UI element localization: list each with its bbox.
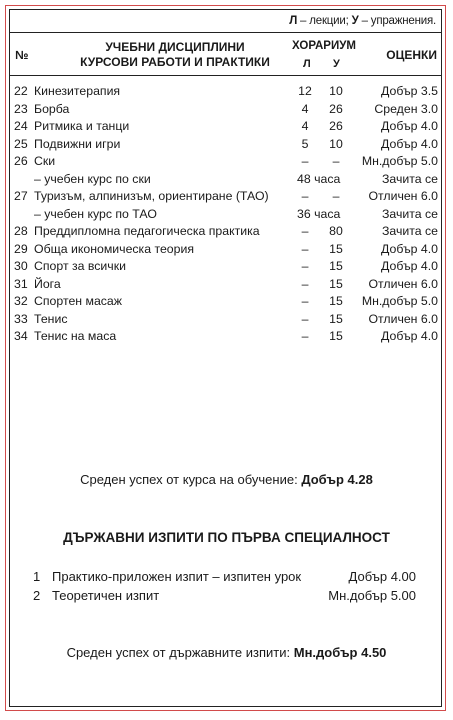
course-average-value: Добър 4.28 — [301, 472, 373, 487]
table-row — [0, 118, 453, 136]
row-exercises: 10 — [329, 84, 343, 98]
row-number: 33 — [14, 311, 28, 326]
row-grade: Зачита се — [381, 171, 438, 186]
row-subject: Преддипломна педагогическа практика — [34, 224, 260, 238]
row-exercises: 15 — [329, 294, 343, 308]
table-row — [0, 136, 453, 154]
table-row — [0, 276, 453, 294]
row-grade: Добър 4.0 — [381, 329, 438, 343]
table-row — [0, 328, 453, 346]
table-row — [0, 293, 453, 311]
row-grade: Добър 4.0 — [381, 241, 438, 256]
row-lectures: – — [301, 259, 309, 273]
row-subject: Тенис на маса — [34, 329, 117, 343]
row-lectures: – — [301, 294, 309, 308]
header-hours: ХОРАРИУМ — [292, 40, 356, 52]
exam-average-label: Среден успех от държавните изпити: — [66, 645, 294, 660]
row-grade: Среден 3.0 — [374, 101, 438, 116]
row-lectures: – — [301, 189, 309, 203]
row-grade: Зачита се — [381, 206, 438, 221]
legend-u: У — [351, 15, 359, 27]
row-number: 25 — [14, 136, 28, 151]
row-exercises: 15 — [329, 276, 343, 291]
row-lectures: – — [301, 329, 309, 343]
row-subject: Спортен масаж — [34, 294, 122, 308]
row-exercises: – — [332, 154, 340, 168]
divider-top — [9, 32, 442, 33]
row-subject: Обща икономическа теория — [34, 241, 194, 256]
row-exercises: 80 — [329, 224, 343, 238]
row-exercises: 10 — [329, 136, 343, 151]
row-grade: Отличен 6.0 — [368, 189, 438, 203]
row-subject: Туризъм, алпинизъм, ориентиране (ТАО) — [34, 189, 269, 203]
row-grade: Отличен 6.0 — [368, 276, 438, 291]
row-subject: Ритмика и танци — [34, 119, 130, 133]
exam-grade: Мн.добър 5.00 — [328, 588, 416, 603]
row-number: 26 — [14, 154, 28, 168]
table-row — [0, 83, 453, 101]
subjects-table — [0, 83, 453, 346]
legend-l-text: – лекции; — [297, 15, 352, 27]
row-number: 30 — [14, 259, 28, 273]
table-row — [0, 258, 453, 276]
exam-average-value: Мн.добър 4.50 — [293, 645, 387, 660]
row-exercises: 26 — [329, 119, 343, 133]
course-average — [0, 472, 453, 487]
row-subject: Ски — [34, 154, 56, 168]
row-subject: Борба — [34, 101, 70, 116]
row-lectures: – — [301, 154, 309, 168]
row-lectures: – — [301, 241, 309, 256]
legend-l: Л — [289, 15, 298, 27]
row-hours: 36 часа — [297, 206, 341, 221]
row-lectures: 5 — [301, 136, 309, 151]
row-number: 27 — [14, 189, 28, 203]
table-row — [0, 101, 453, 119]
exam-name: Практико-приложен изпит – изпитен урок — [52, 569, 302, 584]
row-lectures: 4 — [301, 119, 309, 133]
table-row — [0, 223, 453, 241]
table-row — [0, 206, 453, 224]
row-number: 32 — [14, 294, 28, 308]
row-grade: Добър 4.0 — [381, 259, 438, 273]
row-grade: Мн.добър 5.0 — [361, 294, 438, 308]
table-row — [0, 188, 453, 206]
row-subject: Йога — [34, 276, 61, 291]
row-exercises: 15 — [329, 241, 343, 256]
legend-u-text: – упражнения. — [358, 15, 436, 27]
exam-name: Теоретичен изпит — [52, 588, 160, 603]
row-grade: Добър 3.5 — [381, 84, 438, 98]
row-subject: Тенис — [34, 311, 68, 326]
table-row — [0, 153, 453, 171]
row-number: 29 — [14, 241, 28, 256]
row-grade: Зачита се — [381, 224, 438, 238]
legend — [289, 15, 436, 27]
row-grade: Отличен 6.0 — [368, 311, 438, 326]
row-number: 31 — [14, 276, 28, 291]
exam-number: 2 — [33, 588, 41, 603]
row-number: 28 — [14, 224, 28, 238]
row-lectures: – — [301, 311, 309, 326]
table-row — [0, 171, 453, 189]
row-number: 34 — [14, 329, 28, 343]
row-grade: Мн.добър 5.0 — [361, 154, 438, 168]
divider-header — [9, 75, 442, 76]
row-exercises: 26 — [329, 101, 343, 116]
row-lectures: 12 — [298, 84, 312, 98]
exam-grade: Добър 4.00 — [348, 569, 416, 584]
course-average-label: Среден успех от курса на обучение: — [80, 472, 302, 487]
exam-number: 1 — [33, 569, 41, 584]
row-number: 22 — [14, 84, 28, 98]
row-lectures: – — [301, 276, 309, 291]
row-exercises: – — [332, 189, 340, 203]
state-exams-title: ДЪРЖАВНИ ИЗПИТИ ПО ПЪРВА СПЕЦИАЛНОСТ — [63, 530, 390, 545]
row-exercises: 15 — [329, 311, 343, 326]
header-lectures: Л — [303, 58, 311, 70]
row-hours: 48 часа — [297, 171, 341, 186]
header-number: № — [15, 48, 29, 62]
row-grade: Добър 4.0 — [381, 119, 438, 133]
exam-average — [0, 645, 453, 660]
header-title — [70, 40, 280, 70]
row-number: 24 — [14, 119, 28, 133]
row-subject: – учебен курс по ТАО — [34, 206, 157, 221]
row-number: 23 — [14, 101, 28, 116]
row-subject: Подвижни игри — [34, 136, 121, 151]
row-subject: Кинезитерапия — [34, 84, 121, 98]
table-row — [0, 311, 453, 329]
header-title-line1: УЧЕБНИ ДИСЦИПЛИНИ — [105, 40, 245, 54]
row-exercises: 15 — [329, 329, 343, 343]
header-title-line2: КУРСОВИ РАБОТИ И ПРАКТИКИ — [80, 55, 270, 69]
row-exercises: 15 — [329, 259, 343, 273]
row-grade: Добър 4.0 — [381, 136, 438, 151]
row-subject: Спорт за всички — [34, 259, 126, 273]
table-row — [0, 241, 453, 259]
header-grades: ОЦЕНКИ — [386, 48, 437, 62]
row-lectures: 4 — [301, 101, 309, 116]
header-exercises: У — [333, 58, 340, 70]
row-subject: – учебен курс по ски — [34, 171, 151, 186]
row-lectures: – — [301, 224, 309, 238]
